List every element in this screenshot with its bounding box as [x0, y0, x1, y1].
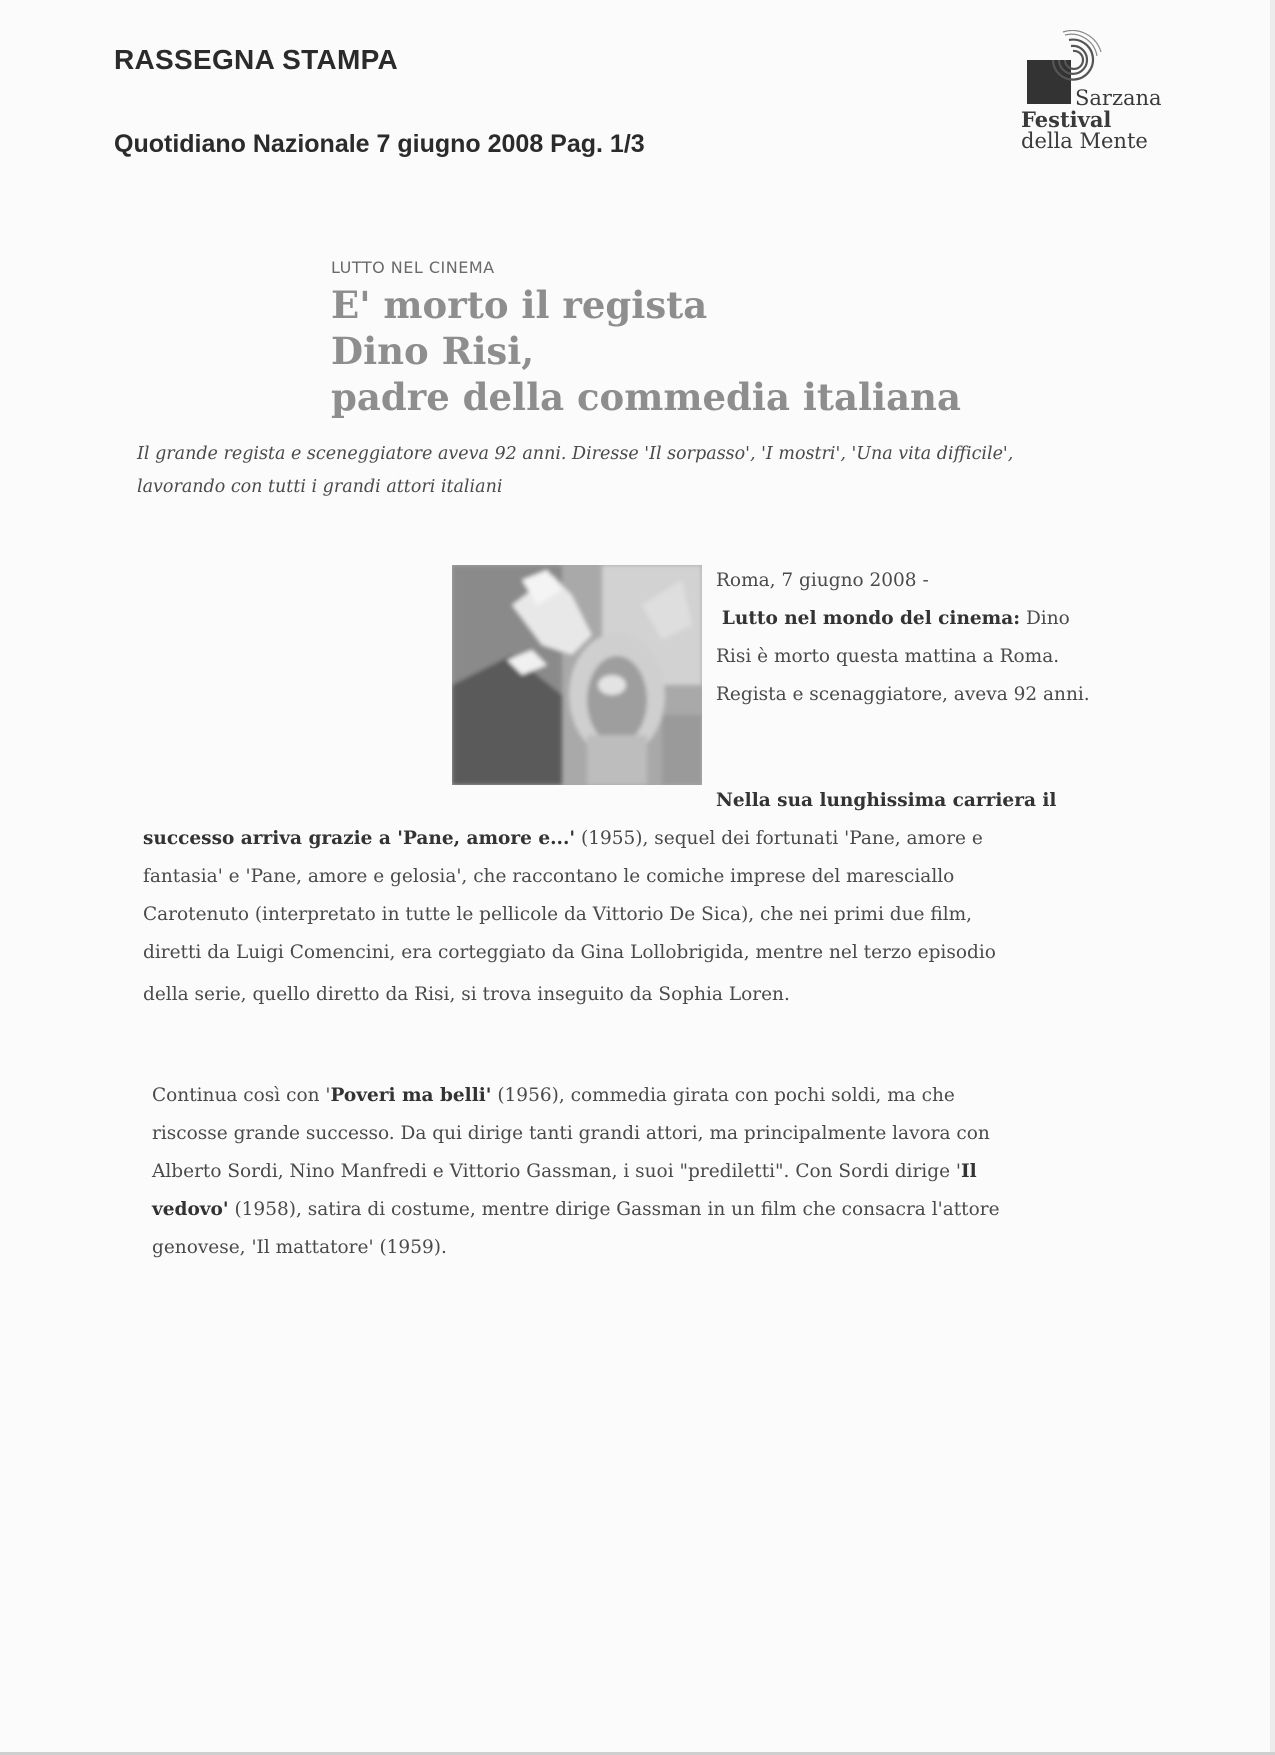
paragraph-line	[152, 1153, 1000, 1191]
article-intro	[716, 562, 1090, 714]
paragraph-line	[143, 820, 1056, 858]
para3-line3-a: Alberto Sordi, Nino Manfredi e Vittorio Gassman, i suoi "prediletti". Con Sordi dirige '	[152, 1161, 961, 1182]
para3-bold-title: Poveri ma belli'	[330, 1085, 492, 1106]
article-paragraph-3	[152, 1077, 1000, 1267]
dateline: Roma, 7 giugno 2008 -	[716, 570, 929, 591]
intro-line: Risi è morto questa mattina a Roma.	[716, 646, 1060, 667]
scan-edge	[1270, 0, 1275, 1755]
paragraph-line: genovese, 'Il mattatore' (1959).	[152, 1237, 447, 1258]
article-paragraph-2	[143, 782, 1056, 1014]
intro-lead-bold: Lutto nel mondo del cinema:	[721, 608, 1021, 629]
festival-logo	[1020, 30, 1170, 160]
intro-lead-rest: Dino	[1020, 608, 1070, 629]
paragraph-line: Carotenuto (interpretato in tutte le pellicole da Vittorio De Sica), che nei primi due film,	[143, 904, 973, 925]
paragraph-line: riscosse grande successo. Da qui dirige tanti grandi attori, ma principalmente lavora con	[152, 1123, 990, 1144]
paragraph-line: fantasia' e 'Pane, amore e gelosia', che raccontano le comiche imprese del maresciallo	[143, 866, 955, 887]
dino-risi-photo	[452, 565, 702, 785]
para3-line1-b: (1956), commedia girata con pochi soldi, ma che	[491, 1085, 955, 1106]
intro-line	[716, 600, 1090, 638]
para2-bold-line2: successo arriva grazie a 'Pane, amore e...'	[143, 828, 576, 849]
intro-line: Regista e scenaggiatore, aveva 92 anni.	[716, 684, 1090, 705]
paragraph-line: diretti da Luigi Comencini, era corteggiato da Gina Lollobrigida, mentre nel terzo episodio	[143, 942, 996, 963]
paragraph-line	[152, 1077, 1000, 1115]
subtitle-line: lavorando con tutti i grandi attori italiani	[137, 477, 503, 497]
logo-text-festival: Festival	[1021, 107, 1112, 132]
headline-line: E' morto il regista	[331, 283, 708, 327]
article-subtitle	[137, 438, 1177, 504]
paragraph-line	[143, 782, 1056, 820]
para2-bold-line1: Nella sua lunghissima carriera il	[716, 790, 1057, 811]
source-line: Quotidiano Nazionale 7 giugno 2008 Pag. 1/3	[114, 130, 645, 158]
page-title: RASSEGNA STAMPA	[114, 44, 398, 75]
logo-text-sarzana: Sarzana	[1075, 86, 1162, 110]
headline-line: Dino Risi,	[331, 329, 535, 373]
para2-rest-line2: (1955), sequel dei fortunati 'Pane, amore e	[575, 828, 983, 849]
logo-text-della-mente: della Mente	[1021, 129, 1148, 153]
para3-line1-a: Continua così con '	[152, 1085, 331, 1106]
subtitle-line: Il grande regista e sceneggiatore aveva 92 anni. Diresse 'Il sorpasso', 'I mostri', 'Una vita difficile',	[137, 444, 1014, 464]
para3-line4-rest: (1958), satira di costume, mentre dirige Gassman in un film che consacra l'attore	[228, 1199, 1000, 1220]
paragraph-line: della serie, quello diretto da Risi, si trova inseguito da Sophia Loren.	[143, 984, 790, 1005]
paragraph-line	[152, 1191, 1000, 1229]
para3-bold-il: Il	[960, 1161, 977, 1182]
article-headline	[331, 282, 961, 420]
headline-line: padre della commedia italiana	[331, 375, 961, 419]
para3-bold-vedovo: vedovo'	[152, 1199, 229, 1220]
article-kicker: LUTTO NEL CINEMA	[331, 258, 495, 277]
